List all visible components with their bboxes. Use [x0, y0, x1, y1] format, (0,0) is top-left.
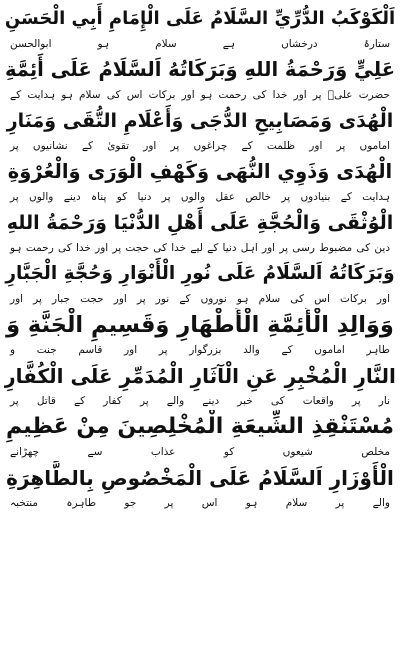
urdu-translation: ہدایت کے بنیادوں پر خالص عقل والوں پر دنیا کو پناہ دینے والوں پر	[10, 191, 390, 203]
prayer-page	[4, 2, 396, 647]
verse-3	[4, 104, 396, 155]
urdu-translation: اماموں پر اور ظلمت کے چراغوں پر اور تقویٰ کے نشانیوں پر	[10, 140, 390, 152]
urdu-translation: اور برکات اس کی سلام ہو نوروں کے نور پر اور حجت جبار پر اور	[10, 293, 390, 305]
urdu-translation: والے پر سلام ہو اس پر جو طاہرہ منتخبہ	[10, 497, 390, 509]
urdu-translation: حضرت علیؑ پر اور خدا کی رحمت ہو اور برکات اس کی سلام ہو ہدایت کے	[10, 89, 390, 101]
verse-10	[4, 461, 396, 512]
arabic-line: الْأَوْزَارِ اَلسَّلَامُ عَلَى الْمَخْصُوصِ بِالطَّاهِرَةِ	[6, 466, 394, 490]
urdu-translation: ستارۂ درخشاں ہے سلام ہو ابوالحسن	[10, 38, 390, 50]
arabic-line: عَلِيٍّ وَرَحْمَةُ اللهِ وَبَرَكَاتُهُ اَلسَّلَامُ عَلَى أَئِمَّةِ	[4, 58, 396, 81]
arabic-line: وَوَالِدِ الْأَئِمَّةِ الْأَطْهَارِ وَقَسِيمِ الْجَنَّةِ وَ	[6, 312, 394, 338]
arabic-line: اَلْكَوْكَبُ الدُّرِّيِّ السَّلَامُ عَلَى الْإِمَامِ أَبِي الْحَسَنِ	[4, 8, 396, 29]
verse-9	[4, 410, 396, 461]
urdu-translation: نار پر واقعات کی خبر دینے والے پر کفار کے قاتل پر	[10, 395, 390, 407]
verse-1	[4, 2, 396, 53]
verse-8	[4, 359, 396, 410]
verse-2	[4, 53, 396, 104]
arabic-line: الْهُدَى وَذَوِي النُّهَى وَكَهْفِ الْوَرَى وَالْعُرْوَةِ	[7, 160, 393, 183]
verse-4	[4, 155, 396, 206]
urdu-translation: مخلص شیعوں کو عذاب سے چھڑانے	[10, 446, 390, 458]
arabic-line: الْوُثْقَى وَالْحُجَّةِ عَلَى أَهْلِ الدُّنْيَا وَرَحْمَةُ اللهِ	[6, 212, 394, 234]
verse-7	[4, 308, 396, 359]
urdu-translation: دین کی مضبوط رسی پر اور اہل دنیا کے لیے خدا کی حجت پر اور خدا کی رحمت ہو	[10, 242, 390, 254]
arabic-line: مُسْتَنْقِذِ الشِّيعَةِ الْمُخْلِصِينَ مِنْ عَظِيمِ	[5, 414, 395, 439]
arabic-line: وَبَرَكَاتُهُ اَلسَّلَامُ عَلَى نُورِ الْأَنْوَارِ وَحُجَّةِ الْجَبَّارِ	[5, 263, 395, 284]
arabic-line: النَّارِ الْمُخْبِرِ عَنِ الْآثَارِ الْمُدَمِّرِ عَلَى الْكُفَّارِ	[4, 364, 396, 388]
arabic-line: الْهُدَى وَمَصَابِيحِ الدُّجَى وَأَعْلَامِ التُّقَى وَمَنَارِ	[6, 110, 394, 132]
verse-5	[4, 206, 396, 257]
verse-6	[4, 257, 396, 308]
urdu-translation: طاہر اماموں کے والد بزرگوار پر اور قاسم جنت و	[10, 344, 390, 356]
